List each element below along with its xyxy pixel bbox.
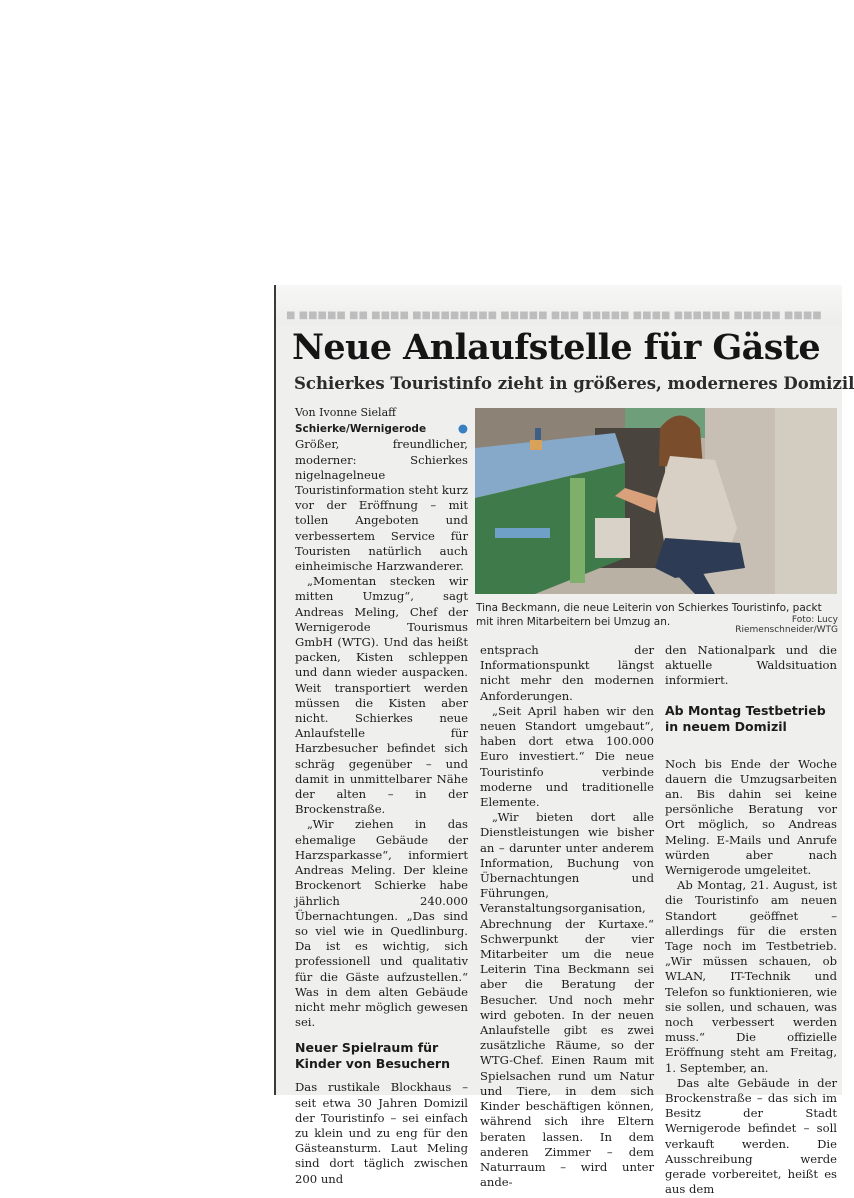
- photo-credit: Foto: Lucy Riemenschneider/WTG: [735, 615, 838, 635]
- paragraph: Ab Montag, 21. August, ist die Touristinfo am neuen Standort geöffnet – allerdings für die ersten Tage noch im Testbetrieb. „Wir müssen schauen, ob WLAN, IT-Technik und Telefon so funktionieren, wie sie sollen, und schauen, was noch verbessert werden muss.“ Die offizielle Eröffnung steht am Freitag, 1. September, an.: [665, 878, 837, 1075]
- photo-illustration: [475, 408, 837, 594]
- paragraph: Das rustikale Blockhaus – seit etwa 30 Jahren Domizil der Touristinfo – sei einfach zu klein und zu eng für den Gästeansturm. Laut Meling sind dort täglich zwischen 200 und: [295, 1080, 468, 1186]
- paragraph: entsprach der Informationspunkt längst nicht mehr den modernen Anforderungen.: [480, 643, 654, 703]
- paragraph: „Wir ziehen in das ehemalige Gebäude der Harzsparkasse“, informiert Andreas Meling. Der kleine Brockenort Schierke habe jährlich 240.000 Übernachtungen. „Das sind so viel wie in Quedlinburg. Da ist es wichtig, sich professionell und qualitativ für die Gäste aufzustellen.“ Was in dem alten Gebäude nicht mehr möglich gewesen sei.: [295, 817, 468, 1030]
- byline: Von Ivonne Sielaff: [295, 406, 396, 419]
- dateline: Schierke/Wernigerode: [295, 423, 427, 436]
- subheadline: Schierkes Touristinfo zieht in größeres, moderneres Domizil: [294, 374, 854, 393]
- photo-caption: Tina Beckmann, die neue Leiterin von Schierkes Touristinfo, packt mit ihren Mitarbeitern bei Umzug an.: [476, 602, 822, 628]
- lead-paragraph: Schierke/Wernigerode ● Größer, freundlicher, moderner: Schierkes nigelnagelneue Touristinformation steht kurz vor der Eröffnung – mit tollen Angeboten und verbessertem Service für Touristen natürlich auch einheimische Harzwanderer.: [295, 421, 468, 574]
- paragraph: den Nationalpark und die aktuelle Waldsituation informiert.: [665, 643, 837, 688]
- paragraph: Das alte Gebäude in der Brockenstraße – das sich im Besitz der Stadt Wernigerode befindet – soll verkauft werden. Die Ausschreibung werde gerade vorbereitet, heißt es aus dem: [665, 1075, 837, 1197]
- newspaper-clipping: [274, 285, 854, 1197]
- paragraph: „Momentan stecken wir mitten Umzug“, sagt Andreas Meling, Chef der Wernigerode Tourismus GmbH (WTG). Und das heißt packen, Kisten schleppen und dann wieder auspacken. Weit transportiert werden müssen die Kisten aber nicht. Schierkes neue Anlaufstelle für Harzbesucher befindet sich schräg gegenüber – und damit in unmittelbarer Nähe der alten – in der Brockenstraße.: [295, 574, 468, 817]
- text-column-2: [480, 643, 654, 1190]
- section-subheading: Neuer Spielraum für Kinder von Besuchern: [295, 1040, 450, 1072]
- headline: Neue Anlaufstelle für Gäste: [292, 327, 821, 368]
- article-photo: [475, 408, 837, 594]
- text-column-1: [295, 405, 468, 1187]
- show-through-text: ■ ■■■■■ ■■ ■■■■ ■■■■■■■■■ ■■■■■ ■■■ ■■■■■ ■■■■ ■■■■■■ ■■■■■ ■■■■: [286, 310, 822, 321]
- section-subheading: Ab Montag Testbetrieb in neuem Domizil: [665, 702, 826, 734]
- bullet-dot-icon: ●: [457, 421, 468, 436]
- text-column-3: [665, 643, 837, 1198]
- paragraph: „Seit April haben wir den neuen Standort umgebaut“, haben dort etwa 100.000 Euro investiert.“ Die neue Touristinfo verbinde moderne und traditionelle Elemente.: [480, 703, 654, 810]
- paragraph: Noch bis Ende der Woche dauern die Umzugsarbeiten an. Bis dahin sei keine persönliche Beratung vor Ort möglich, so Andreas Meling. E-Mails und Anrufe würden aber nach Wernigerode umgeleitet.: [665, 756, 837, 878]
- paragraph: „Wir bieten dort alle Dienstleistungen wie bisher an – darunter unter anderem Information, Buchung von Übernachtungen und Führungen, Veranstaltungsorganisation, Abrechnung der Kurtaxe.“ Schwerpunkt der vier Mitarbeiter um die neue Leiterin Tina Beckmann sei aber die Beratung der Besucher. Und noch mehr wird geboten. In der neuen Anlaufstelle gibt es zwei zusätzliche Räume, so der WTG-Chef. Einen Raum mit Spielsachen rund um Natur und Tiere, in dem sich Kinder beschäftigen können, während sich ihre Eltern beraten lassen. In dem anderen Zimmer – dem Naturraum – wird unter ande-: [480, 810, 654, 1190]
